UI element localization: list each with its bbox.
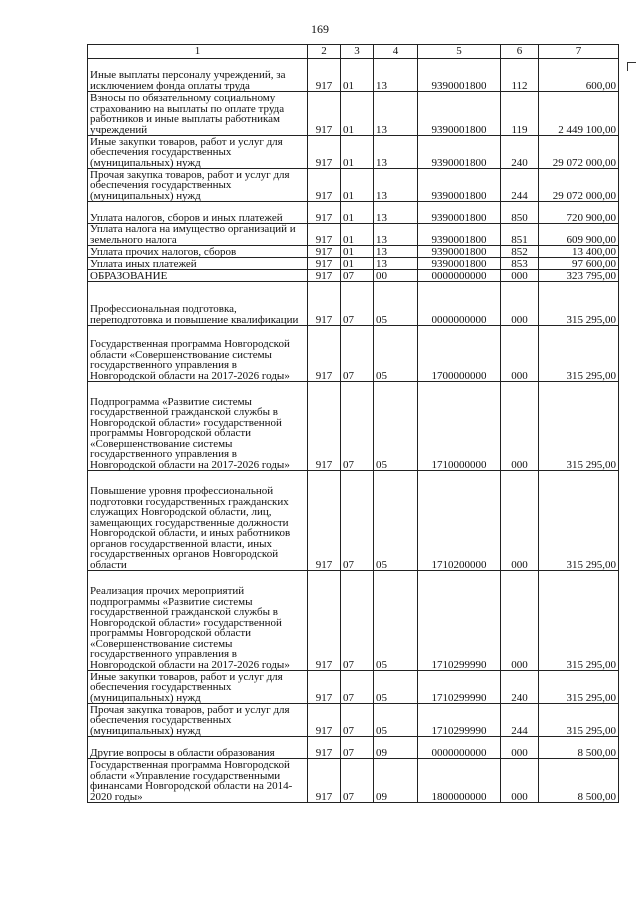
- row-article: 9390001800: [418, 246, 501, 258]
- row-section: 07: [341, 737, 374, 759]
- row-subsection: 05: [374, 671, 418, 704]
- row-article: 1710200000: [418, 471, 501, 571]
- row-section: 01: [341, 224, 374, 246]
- row-code: 917: [308, 737, 341, 759]
- row-name: Иные закупки товаров, работ и услуг для обеспечения государственных (муниципальных) нужд: [88, 671, 308, 704]
- row-subsection: 05: [374, 471, 418, 571]
- row-article: 9390001800: [418, 202, 501, 224]
- row-sum: 315 295,00: [539, 671, 619, 704]
- row-name: Реализация прочих мероприятий подпрограммы «Развитие системы государственной гражданской службы в Новгородской области» государственной программы Новгородской области «Совершенствование системы государственного управления в Новгородской области на 2017-2026 годы»: [88, 571, 308, 671]
- row-name: Уплата налога на имущество организаций и земельного налога: [88, 224, 308, 246]
- row-sum: 315 295,00: [539, 326, 619, 382]
- header-cell: 3: [341, 45, 374, 59]
- row-type: 000: [501, 571, 539, 671]
- row-code: 917: [308, 704, 341, 737]
- row-sum: 315 295,00: [539, 571, 619, 671]
- row-sum: 315 295,00: [539, 704, 619, 737]
- row-article: 0000000000: [418, 270, 501, 282]
- row-article: 0000000000: [418, 282, 501, 326]
- row-section: 01: [341, 246, 374, 258]
- row-type: 000: [501, 759, 539, 803]
- row-section: 07: [341, 571, 374, 671]
- row-type: 852: [501, 246, 539, 258]
- row-type: 000: [501, 282, 539, 326]
- row-sum: 8 500,00: [539, 759, 619, 803]
- row-type: 244: [501, 704, 539, 737]
- table-row: [88, 571, 619, 671]
- row-type: 000: [501, 382, 539, 471]
- row-article: 9390001800: [418, 59, 501, 92]
- row-subsection: 13: [374, 169, 418, 202]
- row-code: 917: [308, 92, 341, 136]
- row-article: 1800000000: [418, 759, 501, 803]
- row-section: 07: [341, 282, 374, 326]
- row-article: 1710299990: [418, 571, 501, 671]
- row-code: 917: [308, 224, 341, 246]
- row-section: 01: [341, 258, 374, 270]
- row-subsection: 09: [374, 737, 418, 759]
- margin-mark: [627, 62, 636, 71]
- row-article: 1700000000: [418, 326, 501, 382]
- row-subsection: 00: [374, 270, 418, 282]
- row-article: 1710299990: [418, 704, 501, 737]
- table-row: [88, 246, 619, 258]
- row-code: 917: [308, 382, 341, 471]
- row-sum: 29 072 000,00: [539, 136, 619, 169]
- row-sum: 13 400,00: [539, 246, 619, 258]
- header-cell: 1: [88, 45, 308, 59]
- row-code: 917: [308, 169, 341, 202]
- row-section: 01: [341, 169, 374, 202]
- row-type: 853: [501, 258, 539, 270]
- table-row: [88, 258, 619, 270]
- row-subsection: 05: [374, 282, 418, 326]
- row-sum: 315 295,00: [539, 471, 619, 571]
- row-name: Уплата налогов, сборов и иных платежей: [88, 202, 308, 224]
- row-code: 917: [308, 258, 341, 270]
- row-section: 01: [341, 202, 374, 224]
- row-section: 07: [341, 671, 374, 704]
- row-name: ОБРАЗОВАНИЕ: [88, 270, 308, 282]
- header-row: [88, 45, 619, 59]
- row-article: 0000000000: [418, 737, 501, 759]
- row-name: Подпрограмма «Развитие системы государственной гражданской службы в Новгородской области» государственной программы Новгородской области «Совершенствование системы государственного управления в Новгородской области на 2017-2026 годы»: [88, 382, 308, 471]
- table-row: [88, 382, 619, 471]
- row-code: 917: [308, 246, 341, 258]
- row-section: 01: [341, 92, 374, 136]
- row-sum: 2 449 100,00: [539, 92, 619, 136]
- row-sum: 315 295,00: [539, 282, 619, 326]
- row-article: 9390001800: [418, 224, 501, 246]
- budget-table: [87, 44, 619, 803]
- row-section: 07: [341, 326, 374, 382]
- row-name: Иные выплаты персоналу учреждений, за исключением фонда оплаты труда: [88, 59, 308, 92]
- row-subsection: 05: [374, 382, 418, 471]
- row-code: 917: [308, 671, 341, 704]
- table-row: [88, 737, 619, 759]
- table-row: [88, 224, 619, 246]
- row-article: 9390001800: [418, 92, 501, 136]
- row-name: Повышение уровня профессиональной подготовки государственных гражданских служащих Новгородской области, лиц, замещающих государственные должности Новгородской области, и иных работников органов государственной власти, иных государственных органов Новгородской области: [88, 471, 308, 571]
- row-sum: 315 295,00: [539, 382, 619, 471]
- row-article: 9390001800: [418, 169, 501, 202]
- row-sum: 29 072 000,00: [539, 169, 619, 202]
- row-name: Уплата иных платежей: [88, 258, 308, 270]
- table-row: [88, 759, 619, 803]
- header-cell: 4: [374, 45, 418, 59]
- row-type: 119: [501, 92, 539, 136]
- row-code: 917: [308, 282, 341, 326]
- row-section: 07: [341, 704, 374, 737]
- header-cell: 2: [308, 45, 341, 59]
- row-code: 917: [308, 136, 341, 169]
- row-subsection: 05: [374, 326, 418, 382]
- row-section: 07: [341, 759, 374, 803]
- row-name: Прочая закупка товаров, работ и услуг для обеспечения государственных (муниципальных) нужд: [88, 169, 308, 202]
- row-type: 850: [501, 202, 539, 224]
- row-name: Государственная программа Новгородской области «Совершенствование системы государственного управления в Новгородской области на 2017-2026 годы»: [88, 326, 308, 382]
- row-subsection: 05: [374, 704, 418, 737]
- row-subsection: 09: [374, 759, 418, 803]
- row-sum: 609 900,00: [539, 224, 619, 246]
- row-section: 01: [341, 136, 374, 169]
- row-code: 917: [308, 59, 341, 92]
- row-type: 000: [501, 326, 539, 382]
- row-name: Прочая закупка товаров, работ и услуг для обеспечения государственных (муниципальных) нужд: [88, 704, 308, 737]
- page-number: 169: [311, 22, 329, 36]
- row-section: 07: [341, 270, 374, 282]
- row-name: Уплата прочих налогов, сборов: [88, 246, 308, 258]
- row-type: 112: [501, 59, 539, 92]
- table-row: [88, 59, 619, 92]
- table-row: [88, 270, 619, 282]
- row-subsection: 13: [374, 59, 418, 92]
- row-code: 917: [308, 270, 341, 282]
- row-section: 07: [341, 471, 374, 571]
- table-row: [88, 169, 619, 202]
- row-subsection: 13: [374, 224, 418, 246]
- row-type: 000: [501, 270, 539, 282]
- row-article: 9390001800: [418, 258, 501, 270]
- row-article: 1710000000: [418, 382, 501, 471]
- table-row: [88, 92, 619, 136]
- row-name: Государственная программа Новгородской области «Управление государственными финансами Новгородской области на 2014-2020 годы»: [88, 759, 308, 803]
- table-row: [88, 704, 619, 737]
- row-subsection: 05: [374, 571, 418, 671]
- header-cell: 5: [418, 45, 501, 59]
- table-row: [88, 136, 619, 169]
- row-section: 07: [341, 382, 374, 471]
- row-subsection: 13: [374, 202, 418, 224]
- row-name: Иные закупки товаров, работ и услуг для обеспечения государственных (муниципальных) нужд: [88, 136, 308, 169]
- row-type: 000: [501, 737, 539, 759]
- row-type: 240: [501, 671, 539, 704]
- row-section: 01: [341, 59, 374, 92]
- row-name: Другие вопросы в области образования: [88, 737, 308, 759]
- header-cell: 7: [539, 45, 619, 59]
- row-sum: 97 600,00: [539, 258, 619, 270]
- row-name: Взносы по обязательному социальному страхованию на выплаты по оплате труда работников и иные выплаты работникам учреждений: [88, 92, 308, 136]
- table-row: [88, 282, 619, 326]
- row-type: 851: [501, 224, 539, 246]
- row-sum: 8 500,00: [539, 737, 619, 759]
- row-article: 9390001800: [418, 136, 501, 169]
- row-type: 244: [501, 169, 539, 202]
- row-code: 917: [308, 759, 341, 803]
- table-row: [88, 671, 619, 704]
- table-row: [88, 471, 619, 571]
- table-row: [88, 326, 619, 382]
- row-code: 917: [308, 202, 341, 224]
- row-code: 917: [308, 471, 341, 571]
- row-article: 1710299990: [418, 671, 501, 704]
- row-type: 000: [501, 471, 539, 571]
- row-sum: 323 795,00: [539, 270, 619, 282]
- row-subsection: 13: [374, 92, 418, 136]
- row-subsection: 13: [374, 246, 418, 258]
- row-sum: 600,00: [539, 59, 619, 92]
- row-subsection: 13: [374, 136, 418, 169]
- row-type: 240: [501, 136, 539, 169]
- row-code: 917: [308, 326, 341, 382]
- row-subsection: 13: [374, 258, 418, 270]
- table-row: [88, 202, 619, 224]
- header-cell: 6: [501, 45, 539, 59]
- row-sum: 720 900,00: [539, 202, 619, 224]
- row-code: 917: [308, 571, 341, 671]
- row-name: Профессиональная подготовка, переподготовка и повышение квалификации: [88, 282, 308, 326]
